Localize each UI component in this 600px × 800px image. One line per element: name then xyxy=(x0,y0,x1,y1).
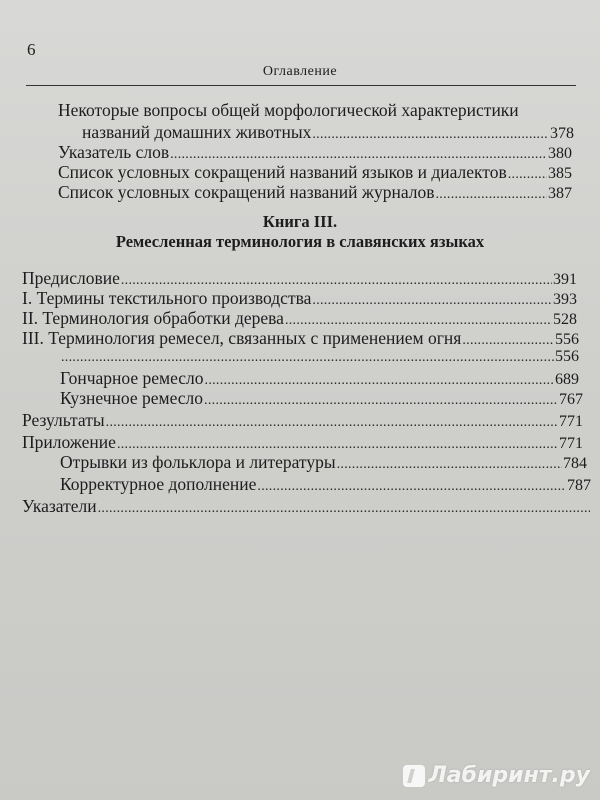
leader-dots xyxy=(312,293,552,309)
leader-dots xyxy=(436,187,548,203)
toc-entry-folklore xyxy=(60,452,587,473)
toc-entry-woodwork xyxy=(22,308,577,329)
toc-entry-label: Указатели xyxy=(22,496,97,516)
toc-entry-page: 387 xyxy=(548,185,572,202)
toc-entry-label: названий домашних животных xyxy=(82,122,312,142)
toc-entry-preface xyxy=(22,268,577,289)
leader-dots xyxy=(106,415,558,431)
book-subtitle: Ремесленная терминология в славянских языках xyxy=(115,232,485,251)
toc-entry-label: Список условных сокращений названий журналов xyxy=(58,182,435,202)
toc-entry-page: 391 xyxy=(553,271,577,288)
toc-entry-label: III. Терминология ремесел, связанных с применением огня xyxy=(22,328,462,348)
leader-dots xyxy=(117,437,558,453)
leader-dots xyxy=(61,350,554,366)
toc-entry-textile xyxy=(22,288,577,309)
book-title: Книга III. xyxy=(262,212,338,231)
toc-entry-page: 771 xyxy=(559,435,583,452)
toc-entry-label: Приложение xyxy=(22,432,116,452)
leader-dots xyxy=(337,457,562,473)
leader-dots xyxy=(508,167,547,183)
leader-dots xyxy=(205,373,554,389)
toc-entry-word-index xyxy=(58,142,572,163)
leader-dots xyxy=(312,127,549,143)
leader-dots xyxy=(121,273,552,289)
toc-entry-page: 556 xyxy=(555,348,579,365)
toc-entry-journal-abbr xyxy=(58,182,572,203)
watermark-text: Лабиринт.ру xyxy=(428,763,590,788)
leader-dots xyxy=(98,501,590,517)
toc-entry-page: 378 xyxy=(550,125,574,142)
toc-entry-proof-addendum xyxy=(60,474,591,495)
toc-entry-label: Кузнечное ремесло xyxy=(60,388,204,408)
toc-entry-label: Указатель слов xyxy=(58,142,170,162)
toc-entry-page: 787 xyxy=(567,477,591,494)
leader-dots xyxy=(170,147,547,163)
watermark xyxy=(403,763,590,788)
toc-entry-fire-crafts xyxy=(22,328,579,349)
toc-entry-label: Предисловие xyxy=(22,268,120,288)
leader-dots xyxy=(462,333,554,349)
toc-entry-label: Список условных сокращений названий языков и диалектов xyxy=(58,162,507,182)
toc-entry-continuation xyxy=(60,348,579,366)
running-title: Оглавление xyxy=(262,64,338,79)
toc-entry-page: 380 xyxy=(548,145,572,162)
leader-dots xyxy=(257,479,566,495)
page-number: 6 xyxy=(27,40,36,59)
toc-entry-label: I. Термины текстильного производства xyxy=(22,288,312,308)
toc-entry-label: Корректурное дополнение xyxy=(60,474,257,494)
toc-entry-page: 556 xyxy=(555,331,579,348)
toc-entry-morphology-line1: Некоторые вопросы общей морфологической характеристики xyxy=(58,100,519,120)
toc-entry-morphology xyxy=(82,122,574,143)
toc-entry-language-abbr xyxy=(58,162,572,183)
labirint-logo-icon xyxy=(403,765,425,787)
toc-entry-label: Гончарное ремесло xyxy=(60,368,204,388)
header-rule xyxy=(26,85,576,86)
toc-entry-indexes xyxy=(22,496,591,517)
toc-entry-appendix xyxy=(22,432,583,453)
toc-entry-page: 689 xyxy=(555,371,579,388)
toc-entry-blacksmith xyxy=(60,388,583,409)
toc-entry-results xyxy=(22,410,583,431)
toc-entry-label: II. Терминология обработки дерева xyxy=(22,308,284,328)
leader-dots xyxy=(285,313,552,329)
toc-entry-page: 385 xyxy=(548,165,572,182)
toc-entry-label: Отрывки из фольклора и литературы xyxy=(60,452,336,472)
toc-entry-pottery xyxy=(60,368,579,389)
toc-entry-page: 771 xyxy=(559,413,583,430)
toc-entry-page: 767 xyxy=(559,391,583,408)
toc-entry-label: Результаты xyxy=(22,410,105,430)
toc-entry-page: 784 xyxy=(563,455,587,472)
toc-entry-page: 528 xyxy=(553,311,577,328)
leader-dots xyxy=(204,393,558,409)
toc-entry-page: 393 xyxy=(553,291,577,308)
